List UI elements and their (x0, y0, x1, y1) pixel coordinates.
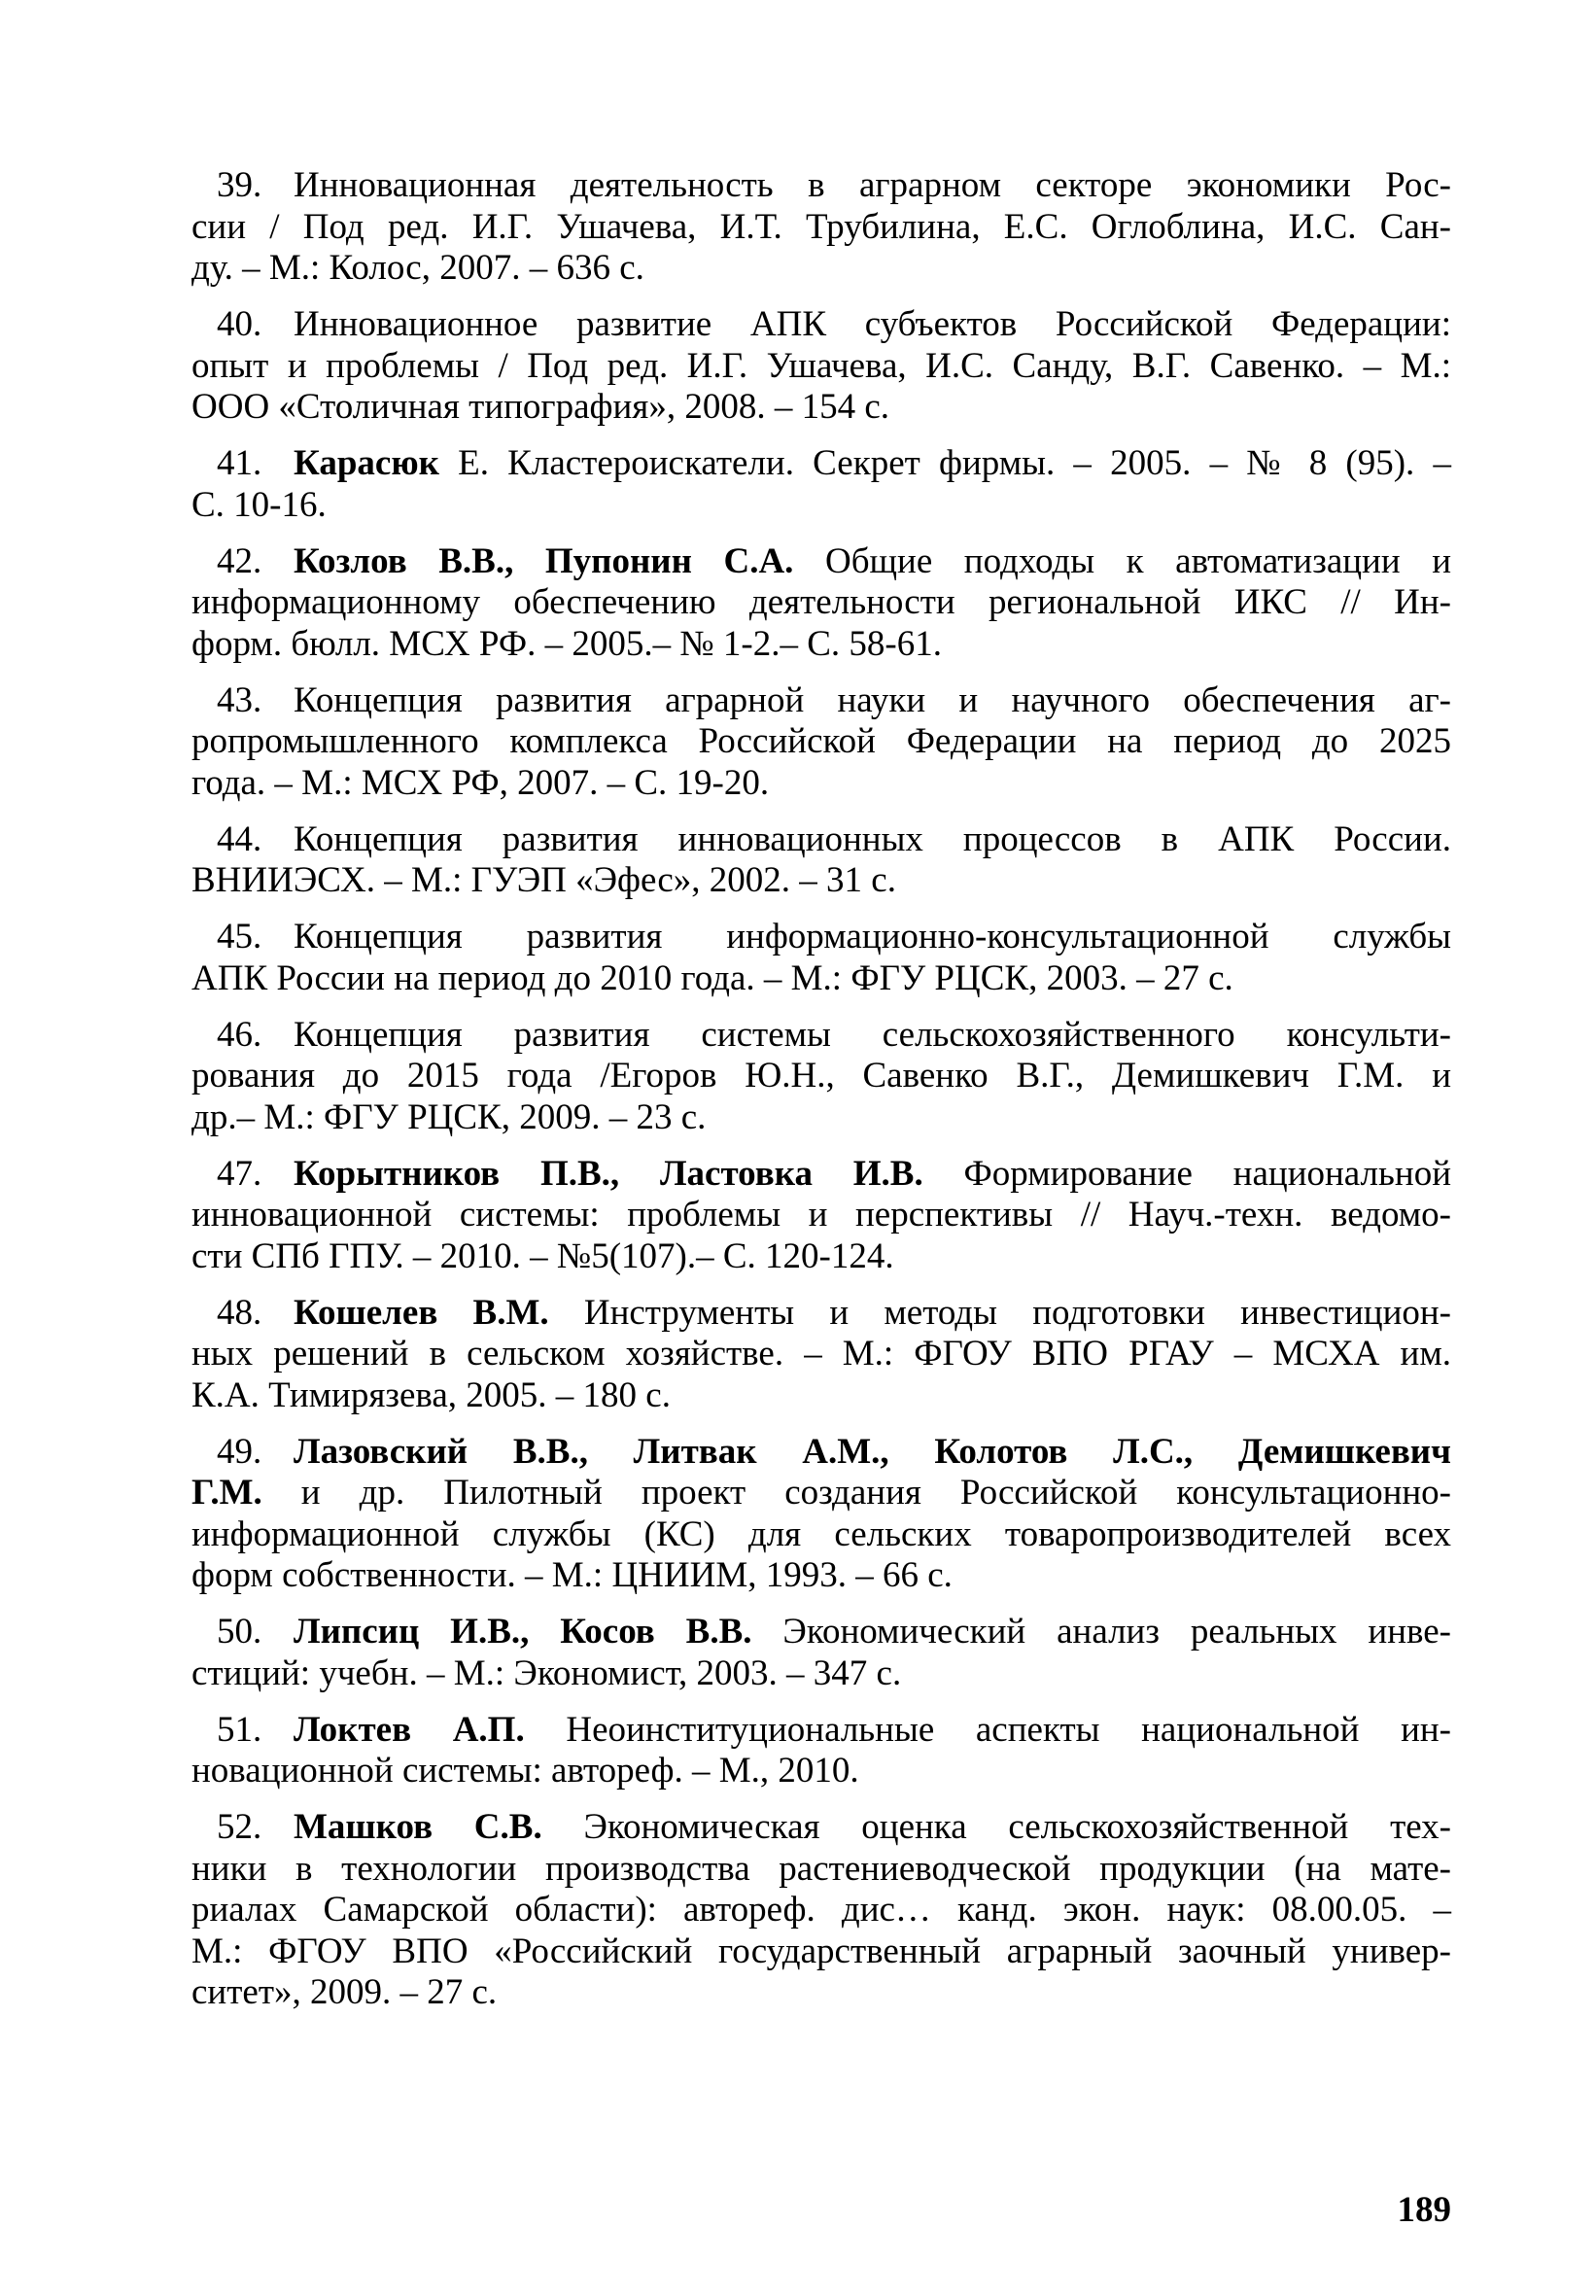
reference-entry (191, 443, 1451, 526)
reference-text: Экономический анализ реальных инве- (751, 1612, 1451, 1652)
reference-entry (191, 1710, 1451, 1792)
reference-entry (191, 1432, 1451, 1597)
reference-line (191, 1334, 1451, 1375)
reference-line (191, 1015, 1451, 1057)
reference-line (191, 1432, 1451, 1474)
reference-line (191, 721, 1451, 763)
reference-number: 50. (217, 1612, 262, 1652)
reference-line (191, 165, 1451, 207)
reference-authors: Лазовский В.В., Литвак А.М., Колотов Л.С., Демишкевич (294, 1431, 1451, 1472)
reference-line (191, 207, 1451, 249)
reference-text: форм собственности. – М.: ЦНИИМ, 1993. – 66 с. (191, 1555, 953, 1595)
reference-line (191, 1473, 1451, 1514)
reference-line (191, 1710, 1451, 1752)
reference-text: и др. Пилотный проект создания Российской консультационно- (261, 1473, 1451, 1513)
reference-authors: Корытников П.В., Ластовка И.В. (294, 1153, 923, 1194)
reference-entry (191, 1015, 1451, 1139)
reference-number: 41. (217, 443, 262, 483)
reference-text: риалах Самарской области): автореф. дис… канд. экон. наук: 08.00.05. – (191, 1890, 1451, 1930)
reference-text: Концепция развития аграрной науки и научного обеспечения аг- (294, 679, 1451, 720)
reference-text: ВНИИЭСХ. – М.: ГУЭП «Эфес», 2002. – 31 с. (191, 860, 896, 900)
reference-text: Неоинституциональные аспекты национальной ин- (524, 1709, 1451, 1750)
reference-line (191, 387, 1451, 429)
reference-line (191, 624, 1451, 666)
reference-authors: Козлов В.В., Пупонин С.А. (294, 540, 794, 581)
reference-text: К.А. Тимирязева, 2005. – 180 с. (191, 1374, 671, 1415)
reference-number: 40. (217, 304, 262, 344)
reference-text: Концепция развития инновационных процессов в АПК России. (294, 818, 1451, 859)
reference-authors: Кошелев В.М. (294, 1292, 549, 1333)
reference-entry (191, 917, 1451, 999)
reference-text: ООО «Столичная типография», 2008. – 154 с. (191, 387, 889, 427)
reference-text: ных решений в сельском хозяйстве. – М.: ФГОУ ВПО РГАУ – МСХА им. (191, 1334, 1451, 1374)
reference-text: ситет», 2009. – 27 с. (191, 1972, 498, 2012)
reference-text: ду. – М.: Колос, 2007. – 636 с. (191, 248, 644, 288)
reference-text: Инструменты и методы подготовки инвестицион- (548, 1292, 1451, 1333)
reference-text: Общие подходы к автоматизации и (793, 540, 1451, 581)
reference-entry (191, 1293, 1451, 1417)
reference-authors: Липсиц И.В., Косов В.В. (294, 1612, 752, 1652)
reference-entry (191, 1154, 1451, 1278)
reference-text: С. 10-16. (191, 484, 327, 525)
reference-text: стиций: учебн. – М.: Экономист, 2003. – 347 с. (191, 1652, 902, 1693)
reference-entry (191, 819, 1451, 902)
reference-text: рования до 2015 года /Егоров Ю.Н., Савенко В.Г., Демишкевич Г.М. и (191, 1056, 1451, 1096)
reference-line (191, 819, 1451, 861)
reference-authors: Машков С.В. (294, 1807, 542, 1847)
reference-number: 49. (217, 1431, 262, 1472)
reference-text: ропромышленного комплекса Российской Федерации на период до 2025 (191, 721, 1451, 761)
reference-number: 51. (217, 1709, 262, 1750)
reference-text: Формирование национальной (922, 1153, 1451, 1194)
reference-line (191, 1555, 1451, 1597)
reference-line (191, 1375, 1451, 1417)
reference-line (191, 248, 1451, 290)
reference-entry (191, 1807, 1451, 2014)
reference-line (191, 1653, 1451, 1695)
reference-text: Инновационная деятельность в аграрном секторе экономики Рос- (294, 165, 1451, 205)
reference-number: 43. (217, 679, 262, 720)
reference-line (191, 1612, 1451, 1653)
reference-line (191, 443, 1451, 485)
reference-line (191, 541, 1451, 583)
reference-line (191, 485, 1451, 527)
reference-line (191, 860, 1451, 902)
reference-text: Концепция развития системы сельскохозяйственного консульти- (294, 1014, 1451, 1055)
reference-number: 46. (217, 1014, 262, 1055)
reference-line (191, 1849, 1451, 1891)
reference-number: 44. (217, 818, 262, 859)
reference-authors: Карасюк (294, 443, 439, 483)
reference-text: сти СПб ГПУ. – 2010. – №5(107).– С. 120-124. (191, 1235, 894, 1276)
reference-number: 42. (217, 540, 262, 581)
reference-line (191, 1890, 1451, 1931)
reference-text: года. – М.: МСХ РФ, 2007. – С. 19-20. (191, 762, 770, 803)
reference-line (191, 346, 1451, 388)
reference-line (191, 1097, 1451, 1139)
reference-line (191, 917, 1451, 958)
reference-line (191, 1931, 1451, 1973)
reference-line (191, 763, 1451, 805)
reference-text: АПК России на период до 2010 года. – М.: ФГУ РЦСК, 2003. – 27 с. (191, 957, 1233, 998)
reference-text: ники в технологии производства растениеводческой продукции (на мате- (191, 1848, 1451, 1889)
reference-entry (191, 541, 1451, 666)
reference-line (191, 1514, 1451, 1556)
reference-authors: Г.М. (191, 1473, 262, 1513)
reference-text: др.– М.: ФГУ РЦСК, 2009. – 23 с. (191, 1096, 707, 1137)
reference-entry (191, 304, 1451, 429)
reference-entry (191, 165, 1451, 290)
reference-line (191, 680, 1451, 722)
reference-line (191, 304, 1451, 346)
reference-number: 39. (217, 165, 262, 205)
reference-text: инновационной системы: проблемы и перспективы // Науч.-техн. ведомо- (191, 1195, 1451, 1235)
reference-text: опыт и проблемы / Под ред. И.Г. Ушачева, И.С. Санду, В.Г. Савенко. – М.: (191, 345, 1451, 386)
reference-line (191, 1195, 1451, 1236)
reference-entry (191, 1612, 1451, 1694)
reference-text: Концепция развития информационно-консультационной службы (294, 917, 1451, 957)
reference-line (191, 1807, 1451, 1849)
reference-line (191, 582, 1451, 624)
reference-text: новационной системы: автореф. – М., 2010. (191, 1751, 859, 1791)
reference-number: 52. (217, 1807, 262, 1847)
reference-number: 48. (217, 1292, 262, 1333)
reference-number: 45. (217, 917, 262, 957)
reference-text: информационному обеспечению деятельности региональной ИКС // Ин- (191, 582, 1451, 622)
reference-authors: Локтев А.П. (294, 1709, 525, 1750)
reference-line (191, 1154, 1451, 1196)
reference-list (191, 165, 1451, 2029)
reference-text: форм. бюлл. МСХ РФ. – 2005.– № 1-2.– С. 58-61. (191, 623, 942, 664)
page-number: 189 (1397, 2190, 1451, 2230)
reference-line (191, 1236, 1451, 1278)
reference-line (191, 958, 1451, 1000)
reference-text: Е. Кластероискатели. Секрет фирмы. – 2005. – № 8 (95). – (438, 443, 1451, 483)
reference-line (191, 1751, 1451, 1792)
reference-text: сии / Под ред. И.Г. Ушачева, И.Т. Трубилина, Е.С. Оглоблина, И.С. Сан- (191, 206, 1451, 247)
reference-line (191, 1056, 1451, 1097)
reference-number: 47. (217, 1153, 262, 1194)
reference-line (191, 1293, 1451, 1335)
reference-entry (191, 680, 1451, 805)
reference-text: Инновационное развитие АПК субъектов Российской Федерации: (294, 304, 1451, 344)
reference-text: М.: ФГОУ ВПО «Российский государственный аграрный заочный универ- (191, 1931, 1451, 1971)
reference-line (191, 1972, 1451, 2014)
reference-text: информационной службы (КС) для сельских товаропроизводителей всех (191, 1513, 1451, 1554)
reference-text: Экономическая оценка сельскохозяйственной тех- (541, 1807, 1451, 1847)
